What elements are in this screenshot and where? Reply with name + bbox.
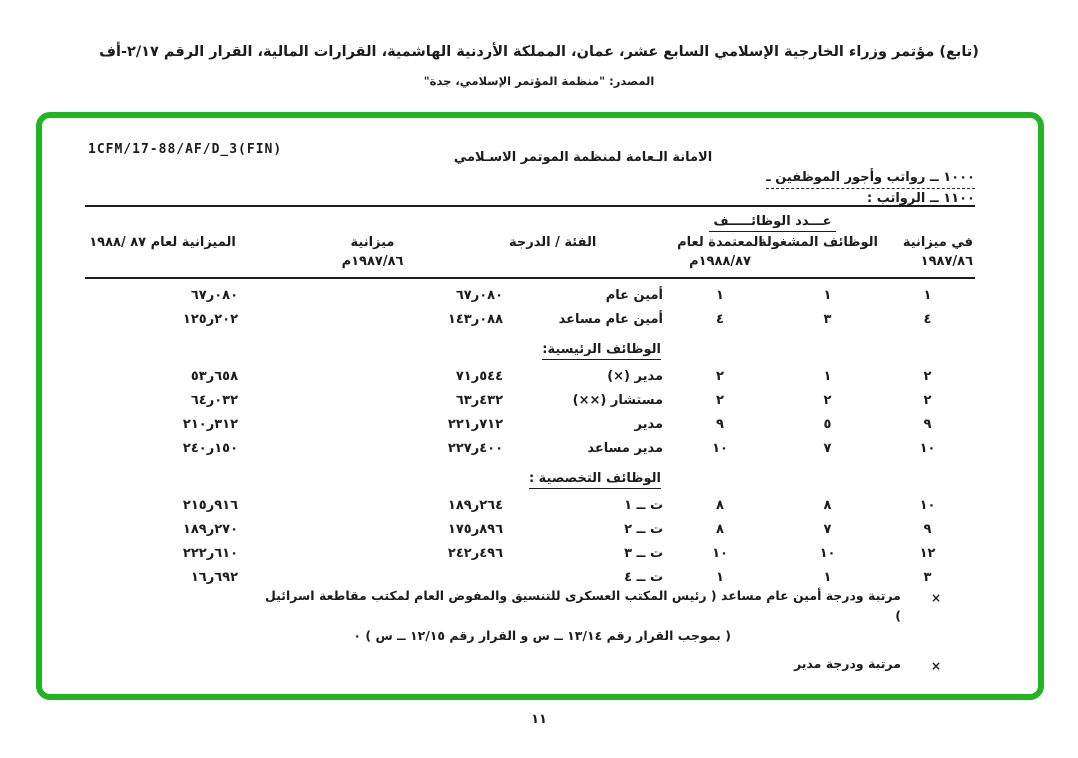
table-row	[85, 432, 975, 456]
asterisk-marker: ×	[930, 659, 941, 673]
green-highlight-box	[36, 112, 1044, 700]
table-row	[85, 303, 975, 327]
footnote-2-line1: مرتبة ودرجة مدير	[793, 656, 901, 671]
table-group-header-row	[85, 206, 975, 233]
budget-section-heading	[766, 168, 975, 208]
table-row	[85, 384, 975, 408]
cell-budget-8687: ٢٢٧ر٤٠٠	[447, 441, 504, 456]
cell-in-budget: ٤	[923, 312, 932, 327]
cell-approved: ٨	[716, 498, 724, 513]
col-header-occupied: الوظائف المشغولة	[775, 233, 880, 278]
source-line: المصدر: "منظمة المؤتمر الإسلامي، جدة"	[423, 74, 655, 88]
cell-approved: ٢	[716, 393, 724, 408]
col-header-budget-8788: الميزانية لعام ٨٧ /١٩٨٨	[85, 233, 240, 278]
table-row	[85, 513, 975, 537]
col-header-budget-8687: ميزانية م١٩٨٧/٨٦	[240, 233, 505, 278]
cell-budget-8788: ٦٧ر٠٨٠	[190, 288, 239, 303]
asterisk-marker: ×	[930, 591, 941, 605]
footnote-1	[261, 586, 941, 646]
cell-category: ت ــ ٣	[624, 546, 664, 561]
cell-category: مدير مساعد	[587, 441, 664, 456]
cell-in-budget: ١٢	[919, 546, 936, 561]
cell-budget-8687: ٢٢١ر٧١٢	[447, 417, 504, 432]
section-title-main-jobs: الوظائف الرئيسية:	[542, 342, 661, 360]
table-section-row	[85, 456, 975, 489]
cell-budget-8788: ٢٢٢ر٦١٠	[182, 546, 239, 561]
organization-title: الامانة الـعامة لمنظمة الموتمر الاسـلامي	[453, 150, 713, 165]
cell-budget-8687	[240, 561, 505, 585]
cell-budget-8687: ١٤٣ر٠٨٨	[447, 312, 504, 327]
col-header-approved: المعتمدة لعام م١٩٨٨/٨٧	[665, 233, 775, 278]
cell-approved: ٢	[716, 369, 724, 384]
document-body	[42, 118, 1038, 694]
cell-in-budget: ٢	[923, 369, 932, 384]
cell-occupied: ٧	[823, 522, 832, 537]
cell-budget-8788: ١٦ر٦٩٢	[190, 570, 239, 585]
section-cell	[85, 456, 975, 489]
year-86-87: ١٩٨٧/٨٦	[920, 254, 974, 269]
cell-budget-8788: ٥٣ر٦٥٨	[190, 369, 239, 384]
cell-category: مدير	[634, 417, 664, 432]
cell-category: ت ــ ١	[624, 498, 664, 513]
cell-category: أمين عام	[605, 288, 664, 303]
table-row	[85, 360, 975, 384]
cell-in-budget: ١٠	[919, 441, 936, 456]
section-title-specialized-jobs: الوظائف التخصصية :	[529, 471, 661, 489]
cell-in-budget: ٩	[923, 522, 932, 537]
cell-approved: ١	[716, 288, 724, 303]
jobs-count-group-label: عـــدد الوظائـــــف	[709, 214, 835, 232]
conference-header-line: (تابع) مؤتمر وزراء الخارجية الإسلامي السابع عشر، عمان، المملكة الأردنية الهاشمية، القرارات المالية، القرار الرقم ٢/١٧-أف	[99, 44, 979, 60]
col-header-in-budget: في ميزانية ١٩٨٧/٨٦	[880, 233, 975, 278]
section-cell	[85, 327, 975, 360]
year-86-87m: م١٩٨٧/٨٦	[341, 254, 404, 269]
cell-in-budget: ٩	[923, 417, 932, 432]
cell-budget-8788: ٢١٥ر٩١٦	[182, 498, 239, 513]
year-87-88: م١٩٨٨/٨٧	[689, 254, 751, 269]
footnote-2	[794, 654, 941, 676]
cell-category: مدير (×)	[607, 369, 664, 384]
spacer-cell	[880, 206, 975, 233]
cell-budget-8687: ٢٤٢ر٤٩٦	[447, 546, 504, 561]
cell-approved: ١٠	[712, 441, 728, 456]
cell-budget-8788: ١٨٩ر٢٧٠	[182, 522, 239, 537]
cell-approved: ١	[716, 570, 724, 585]
staff-budget-table	[85, 205, 975, 585]
cell-in-budget: ١	[923, 288, 932, 303]
cell-budget-8788: ٢١٠ر٣١٢	[182, 417, 239, 432]
cell-occupied: ٣	[823, 312, 832, 327]
cell-budget-8788: ٦٤ر٠٣٢	[190, 393, 239, 408]
cell-approved: ١٠	[712, 546, 728, 561]
footnote-2-text	[794, 654, 901, 676]
cell-occupied: ١٠	[819, 546, 836, 561]
table-row	[85, 408, 975, 432]
cell-budget-8687: ٦٧ر٠٨٠	[455, 288, 504, 303]
cell-occupied: ٢	[823, 393, 832, 408]
cell-occupied: ١	[823, 369, 832, 384]
cell-category: ت ــ ٢	[624, 522, 664, 537]
table-row	[85, 489, 975, 513]
cell-in-budget: ٢	[923, 393, 932, 408]
cell-approved: ٨	[716, 522, 724, 537]
cell-occupied: ٨	[823, 498, 832, 513]
cell-in-budget: ٣	[923, 570, 932, 585]
cell-budget-8788: ٢٤٠ر١٥٠	[182, 441, 239, 456]
table-row	[85, 537, 975, 561]
col-header-category: الفئة / الدرجة	[505, 233, 665, 278]
cell-category: مستشار (××)	[572, 393, 664, 408]
cell-budget-8687: ٦٣ر٤٣٢	[455, 393, 504, 408]
cell-category: أمين عام مساعد	[558, 312, 664, 327]
spacer-cell	[85, 206, 665, 233]
footnote-1-text	[261, 586, 901, 646]
page-number: ١١	[531, 712, 547, 727]
cell-budget-8687: ١٧٥ر٨٩٦	[447, 522, 504, 537]
table-row	[85, 278, 975, 303]
cell-budget-8687: ٧١ر٥٤٤	[455, 369, 504, 384]
cell-category: ت ــ ٤	[624, 570, 664, 585]
cell-budget-8788: ١٢٥ر٢٠٢	[182, 312, 239, 327]
cell-approved: ٩	[716, 417, 724, 432]
cell-occupied: ٧	[823, 441, 832, 456]
cell-in-budget: ١٠	[919, 498, 936, 513]
budget-line-1000: ١٠٠٠ ــ رواتب وأجور الموظفين ـ	[766, 168, 975, 189]
table-column-header-row	[85, 233, 975, 278]
cell-occupied: ١	[823, 570, 832, 585]
budget-line-1100: ١١٠٠ ــ الرواتب :	[866, 191, 975, 206]
cell-occupied: ٥	[823, 417, 832, 432]
cell-approved: ٤	[716, 312, 724, 327]
table-row	[85, 561, 975, 585]
table-section-row	[85, 327, 975, 360]
jobs-count-group-cell	[665, 206, 880, 233]
footnote-1-line2: ( بموجب القرار رقم ١٣/١٤ ــ س و القرار رقم ١٢/١٥ ــ س ) ٠	[353, 628, 731, 643]
cell-occupied: ١	[823, 288, 832, 303]
cell-budget-8687: ١٨٩ر٢٦٤	[447, 498, 504, 513]
footnote-1-line1: مرتبة ودرجة أمين عام مساعد ( رئيس المكتب العسكرى للتنسيق والمفوض العام لمكتب مقاطعة اسرائيل )	[265, 588, 901, 623]
document-reference-code: 1CFM/17-88/AF/D_3(FIN)	[88, 142, 283, 157]
